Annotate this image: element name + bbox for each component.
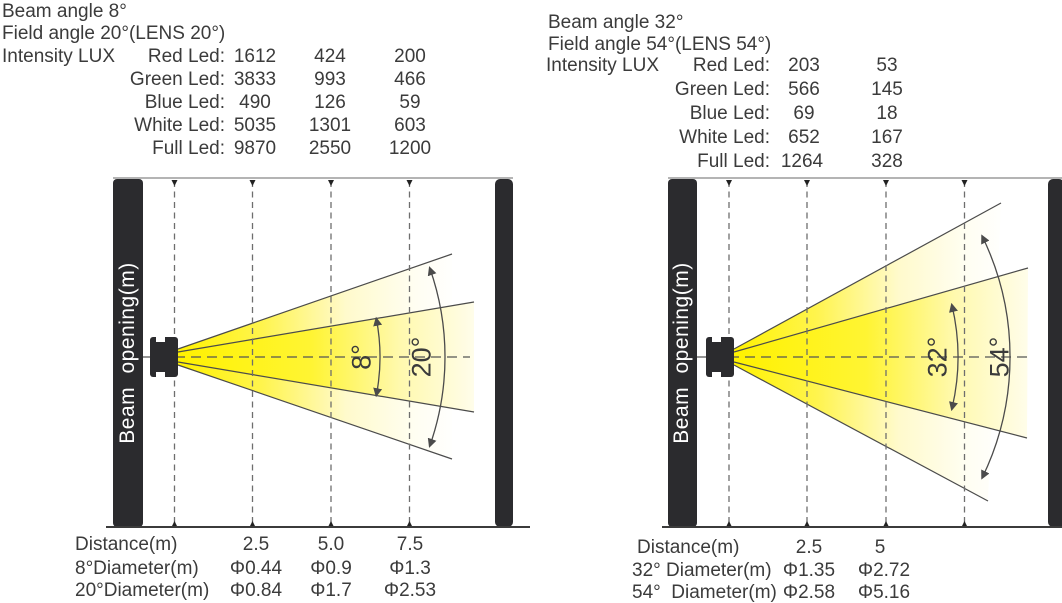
left-beam-diameter-row-label: 8°Diameter(m) <box>75 558 199 579</box>
left-intensity-value: 9870 <box>233 138 277 159</box>
left-intensity-value: 424 <box>314 46 346 67</box>
right-intensity-value: 328 <box>871 151 903 172</box>
left-beam-diameter-value: Φ0.44 <box>229 558 283 579</box>
left-intensity-row-label: Red Led: <box>147 46 225 67</box>
left-intensity-row-label: Green Led: <box>129 69 225 90</box>
left-intensity-value: 126 <box>314 92 346 113</box>
left-intensity-value: 466 <box>394 69 426 90</box>
right-intensity-value: 203 <box>788 55 820 76</box>
right-intensity-row-label: White Led: <box>679 127 770 148</box>
left-beam-angle-value-label: 8° <box>346 344 377 370</box>
left-beam-diameter-value: Φ0.9 <box>310 558 352 579</box>
right-field-diameter-value: Φ5.16 <box>857 582 911 603</box>
right-beam-angle-title: Beam angle 32° <box>548 12 684 33</box>
left-intensity-title: Intensity LUX <box>2 46 115 67</box>
left-intensity-value: 1301 <box>308 115 352 136</box>
right-field-angle-title: Field angle 54°(LENS 54°) <box>548 34 772 55</box>
right-intensity-row-label: Full Led: <box>697 151 770 172</box>
left-intensity-value: 490 <box>239 92 271 113</box>
right-intensity-title: Intensity LUX <box>546 55 659 76</box>
left-intensity-value: 1612 <box>233 46 277 67</box>
right-field-diameter-row-label: 54° Diameter(m) <box>632 582 777 603</box>
right-beam-angle-value-label: 32° <box>922 336 953 378</box>
left-wall-bar <box>495 179 513 527</box>
right-intensity-row-label: Blue Led: <box>689 103 770 124</box>
left-distance-row-label: Distance(m) <box>75 534 178 555</box>
right-field-angle-value-label: 54° <box>984 336 1015 378</box>
left-intensity-value: 200 <box>394 46 426 67</box>
right-wall-bar <box>1048 179 1062 527</box>
right-distance-value: 5 <box>874 537 886 558</box>
right-fixture-icon <box>706 336 734 378</box>
right-distance-value: 2.5 <box>795 537 823 558</box>
right-beam-diameter-row-label: 32° Diameter(m) <box>632 560 772 581</box>
left-field-angle-title: Field angle 20°(LENS 20°) <box>2 23 226 44</box>
right-beam-diameter-value: Φ2.72 <box>857 560 911 581</box>
right-intensity-value: 652 <box>788 127 820 148</box>
right-beam-opening-axis-label: Beam opening(m) <box>670 262 693 444</box>
right-intensity-row-label: Red Led: <box>692 55 770 76</box>
left-field-diameter-row-label: 20°Diameter(m) <box>75 580 210 601</box>
left-beam-diagram <box>106 178 530 527</box>
right-field-diameter-value: Φ2.58 <box>782 582 836 603</box>
left-field-angle-value-label: 20° <box>406 336 437 378</box>
left-intensity-value: 2550 <box>308 138 352 159</box>
left-intensity-row-label: Full Led: <box>152 138 225 159</box>
right-distance-row-label: Distance(m) <box>637 537 740 558</box>
left-beam-opening-axis-label: Beam opening(m) <box>116 262 139 444</box>
left-intensity-row-label: White Led: <box>134 115 225 136</box>
right-intensity-value: 69 <box>793 103 815 124</box>
right-intensity-value: 145 <box>871 79 903 100</box>
left-distance-value: 5.0 <box>317 534 345 555</box>
left-intensity-value: 993 <box>314 69 346 90</box>
right-intensity-value: 18 <box>876 103 898 124</box>
left-field-diameter-value: Φ0.84 <box>229 580 283 601</box>
left-field-diameter-value: Φ1.7 <box>310 580 352 601</box>
right-intensity-value: 53 <box>876 55 898 76</box>
left-intensity-row-label: Blue Led: <box>144 92 225 113</box>
left-beam-angle-title: Beam angle 8° <box>2 1 127 22</box>
right-intensity-row-label: Green Led: <box>674 79 770 100</box>
right-beam-diameter-value: Φ1.35 <box>782 560 836 581</box>
right-intensity-value: 167 <box>871 127 903 148</box>
left-beam-diameter-value: Φ1.3 <box>389 558 431 579</box>
left-distance-value: 2.5 <box>242 534 270 555</box>
left-intensity-value: 1200 <box>388 138 432 159</box>
right-intensity-value: 566 <box>788 79 820 100</box>
left-intensity-value: 3833 <box>233 69 277 90</box>
right-intensity-value: 1264 <box>780 151 824 172</box>
left-intensity-value: 5035 <box>233 115 277 136</box>
left-field-diameter-value: Φ2.53 <box>383 580 437 601</box>
left-intensity-value: 603 <box>394 115 426 136</box>
left-fixture-icon <box>150 336 178 378</box>
left-distance-value: 7.5 <box>396 534 424 555</box>
left-intensity-value: 59 <box>399 92 421 113</box>
